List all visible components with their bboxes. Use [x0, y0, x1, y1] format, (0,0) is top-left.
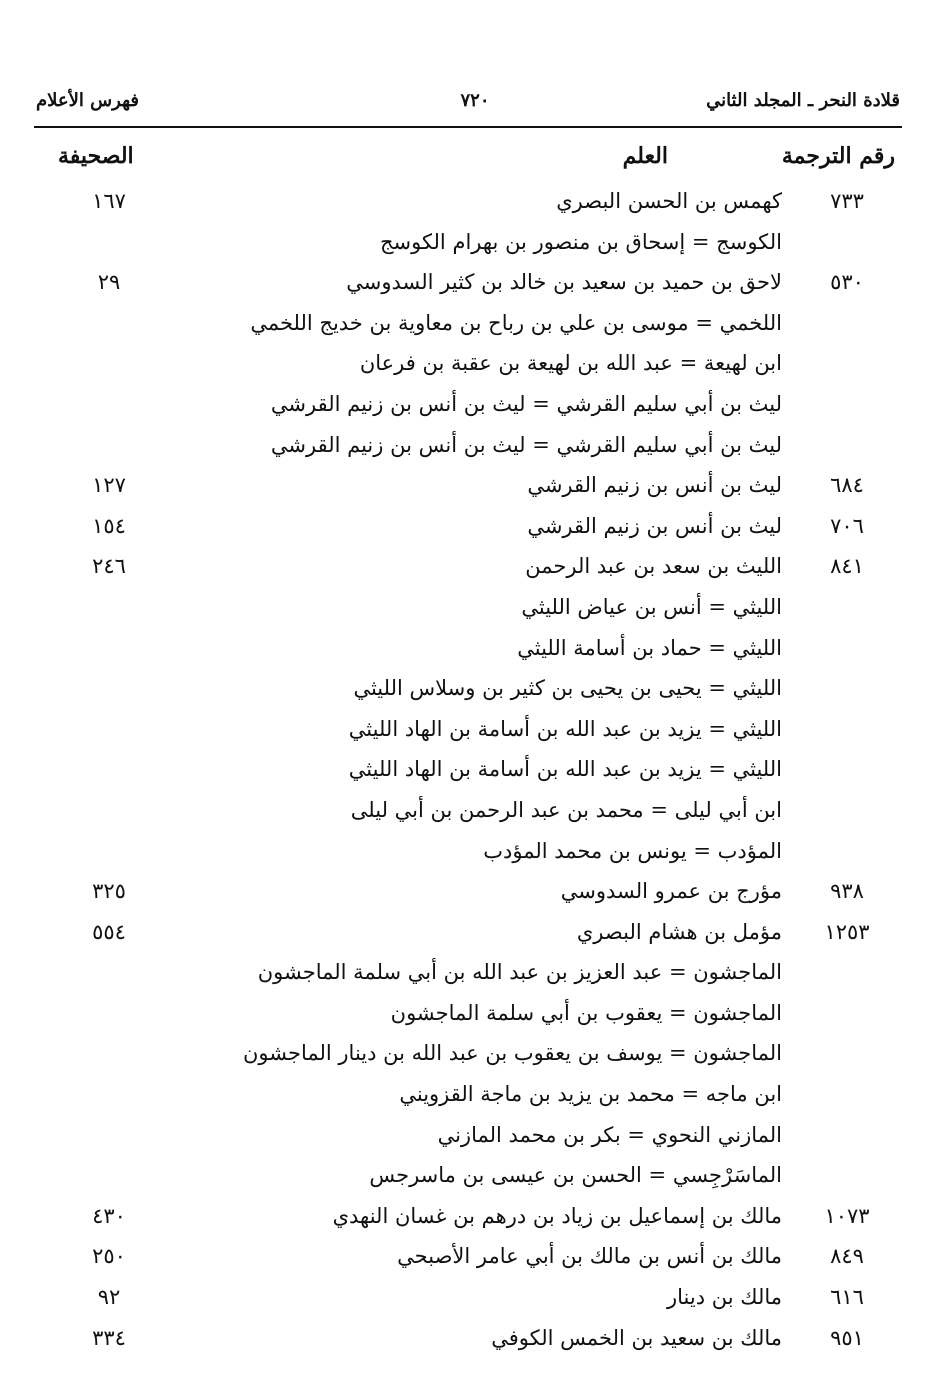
entry-page: ٤٣٠ — [92, 1203, 126, 1228]
page-number: ٧٢٠ — [460, 90, 490, 111]
entry-number: ٨٤١ — [830, 554, 864, 579]
entry-page: ٩٢ — [97, 1285, 121, 1310]
entry-number: ٦٨٤ — [830, 473, 864, 498]
index-entry — [0, 303, 950, 344]
entry-page: ٣٣٤ — [92, 1325, 126, 1350]
index-entry — [0, 1277, 950, 1318]
entry-number: ٨٤٩ — [830, 1244, 864, 1269]
entry-page: ٢٥٠ — [92, 1244, 126, 1269]
index-entry — [0, 343, 950, 384]
entry-name: المؤدب = يونس بن محمد المؤدب — [483, 838, 782, 863]
entry-name: الليثي = يزيد بن عبد الله بن أسامة بن الهاد الليثي — [348, 716, 782, 741]
entry-name: ليث بن أبي سليم القرشي = ليث بن أنس بن زنيم القرشي — [270, 391, 782, 416]
index-entry — [0, 181, 950, 222]
entry-name: المازني النحوي = بكر بن محمد المازني — [437, 1122, 782, 1147]
index-entry — [0, 1155, 950, 1196]
entry-name: الليثي = يزيد بن عبد الله بن أسامة بن الهاد الليثي — [348, 757, 782, 782]
column-header-number: رقم الترجمة — [781, 143, 895, 169]
entry-number: ٥٣٠ — [830, 270, 864, 295]
entry-name: ليث بن أنس بن زنيم القرشي — [527, 473, 782, 498]
index-entry — [0, 993, 950, 1034]
entry-number: ٧٠٦ — [830, 513, 864, 538]
index-entry — [0, 222, 950, 263]
index-entry — [0, 668, 950, 709]
entry-name: الليثي = يحيى بن يحيى بن كثير بن وسلاس الليثي — [353, 676, 782, 701]
entry-number: ٩٥١ — [830, 1325, 864, 1350]
entry-page: ٥٥٤ — [92, 919, 126, 944]
index-entry — [0, 425, 950, 466]
index-entry — [0, 546, 950, 587]
entry-name: الماجشون = عبد العزيز بن عبد الله بن أبي سلمة الماجشون — [257, 960, 782, 985]
entry-name: ابن أبي ليلى = محمد بن عبد الرحمن بن أبي ليلى — [350, 797, 782, 822]
index-entry — [0, 749, 950, 790]
index-entry — [0, 1236, 950, 1277]
column-header-page: الصحيفة — [58, 143, 134, 169]
entry-name: ليث بن أنس بن زنيم القرشي — [527, 513, 782, 538]
index-entry — [0, 790, 950, 831]
running-book-title: قلادة النحر ـ المجلد الثاني — [706, 90, 900, 111]
index-entry — [0, 1115, 950, 1156]
entry-name: لاحق بن حميد بن سعيد بن خالد بن كثير السدوسي — [346, 270, 782, 295]
entry-name: ابن ماجه = محمد بن يزيد بن ماجة القزويني — [399, 1082, 782, 1107]
index-entry — [0, 384, 950, 425]
index-entry — [0, 871, 950, 912]
entry-page: ١٥٤ — [92, 513, 126, 538]
entry-number: ٩٣٨ — [830, 879, 864, 904]
index-entry — [0, 1196, 950, 1237]
index-entry — [0, 587, 950, 628]
entry-number: ١٠٧٣ — [824, 1203, 870, 1228]
entry-page: ٣٢٥ — [92, 879, 126, 904]
entry-name: الليثي = أنس بن عياض الليثي — [521, 594, 782, 619]
entry-name: الليثي = حماد بن أسامة الليثي — [517, 635, 782, 660]
entry-page: ١٦٧ — [92, 189, 126, 213]
entry-name: مالك بن إسماعيل بن زياد بن درهم بن غسان النهدي — [332, 1203, 782, 1228]
entry-name: ليث بن أبي سليم القرشي = ليث بن أنس بن زنيم القرشي — [270, 432, 782, 457]
index-entry — [0, 952, 950, 993]
header-rule — [34, 126, 902, 128]
index-entry — [0, 831, 950, 872]
entry-number: ٦١٦ — [830, 1285, 864, 1310]
index-entry — [0, 709, 950, 750]
running-section-title: فهرس الأعلام — [36, 90, 139, 111]
entry-name: كهمس بن الحسن البصري — [556, 189, 782, 213]
entry-name: مالك بن أنس بن مالك بن أبي عامر الأصبحي — [397, 1244, 782, 1269]
index-entry — [0, 506, 950, 547]
index-entry — [0, 628, 950, 669]
entry-name: اللخمي = موسى بن علي بن رباح بن معاوية بن خديج اللخمي — [250, 310, 782, 335]
entry-name: الماجشون = يعقوب بن أبي سلمة الماجشون — [390, 1000, 782, 1025]
entry-name: الليث بن سعد بن عبد الرحمن — [525, 554, 782, 579]
index-entry — [0, 465, 950, 506]
entry-name: مالك بن دينار — [667, 1285, 782, 1310]
entry-number: ١٢٥٣ — [824, 919, 870, 944]
column-header-name: العلم — [622, 143, 668, 169]
index-entry — [0, 262, 950, 303]
index-entry — [0, 1318, 950, 1359]
entry-name: مؤرج بن عمرو السدوسي — [560, 879, 782, 904]
index-entry — [0, 912, 950, 953]
entry-name: الماجشون = يوسف بن يعقوب بن عبد الله بن دينار الماجشون — [242, 1041, 782, 1066]
entry-name: الكوسج = إسحاق بن منصور بن بهرام الكوسج — [379, 229, 782, 254]
index-entries — [0, 181, 950, 1358]
index-entry — [0, 1074, 950, 1115]
entry-number: ٧٣٣ — [830, 189, 864, 213]
index-entry — [0, 1033, 950, 1074]
entry-page: ١٢٧ — [92, 473, 126, 498]
entry-page: ٢٩ — [97, 270, 121, 295]
entry-name: الماسَرْجِسي = الحسن بن عيسى بن ماسرجس — [369, 1163, 782, 1188]
entry-name: مؤمل بن هشام البصري — [576, 919, 782, 944]
entry-name: مالك بن سعيد بن الخمس الكوفي — [491, 1325, 782, 1350]
entry-page: ٢٤٦ — [92, 554, 126, 579]
entry-name: ابن لهيعة = عبد الله بن لهيعة بن عقبة بن فرعان — [359, 351, 782, 376]
